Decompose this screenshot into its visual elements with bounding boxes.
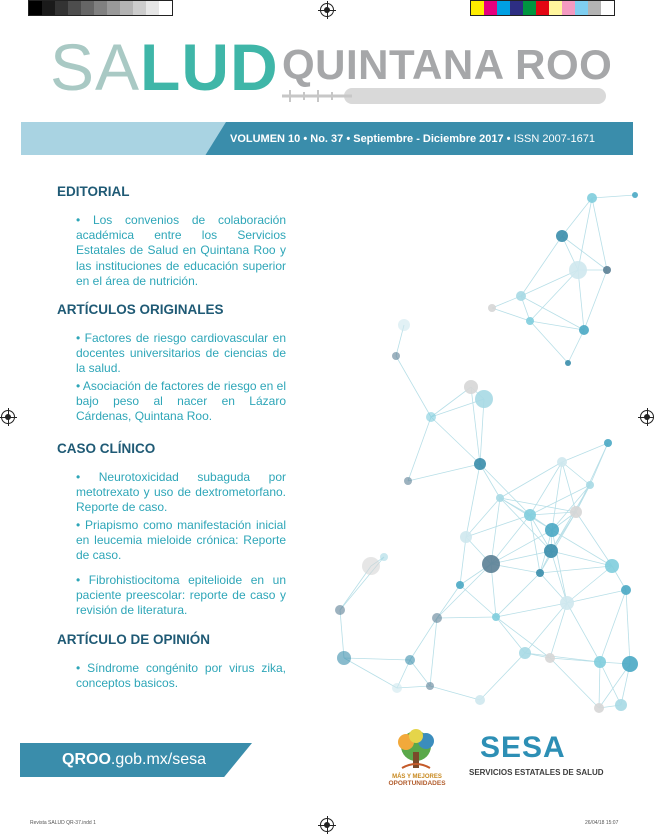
network-line (496, 573, 540, 617)
network-node (587, 193, 597, 203)
network-node (404, 477, 412, 485)
network-line (480, 464, 530, 515)
network-node (380, 553, 388, 561)
network-line (576, 512, 612, 566)
url-rest: .gob.mx/sesa (110, 751, 207, 768)
network-line (567, 566, 612, 603)
network-node (335, 605, 345, 615)
network-line (496, 617, 525, 653)
network-node (475, 695, 485, 705)
network-node (426, 412, 436, 422)
network-line (599, 662, 600, 708)
thermometer-graphic (282, 86, 606, 106)
article-item: • Síndrome congénito por virus zika, conceptos basicos. (76, 661, 286, 691)
network-line (540, 512, 576, 573)
website-url (62, 752, 206, 768)
network-line (600, 590, 626, 662)
network-line (431, 417, 480, 464)
network-line (466, 464, 480, 537)
network-node (526, 317, 534, 325)
slug-filename: Revista SALUD QR-37.indd 1 (30, 820, 96, 826)
issn-text: ISSN 2007-1671 (513, 133, 595, 145)
network-line (492, 308, 530, 321)
network-node (516, 291, 526, 301)
section-heading-articulos: ARTÍCULOS ORIGINALES (57, 302, 224, 317)
network-line (592, 195, 635, 198)
network-line (344, 658, 397, 688)
network-node (605, 559, 619, 573)
section-heading-opinion: ARTÍCULO DE OPINIÓN (57, 632, 211, 647)
masthead-salud-bold: LUD (140, 30, 279, 104)
article-item: • Los convenios de colaboración académica entre los Servicios Estatales de Salud en Quintana Roo y las instituciones de educación superior en el área de nutrición. (76, 213, 286, 288)
network-node (594, 703, 604, 713)
network-node (488, 304, 496, 312)
network-line (408, 464, 480, 481)
network-node (565, 360, 571, 366)
article-item: • Factores de riesgo cardiovascular en docentes universitarios de ciencias de la salud. (76, 331, 286, 376)
network-line (530, 512, 576, 515)
section-heading-caso-clinico: CASO CLÍNICO (57, 441, 156, 456)
network-line (396, 356, 431, 417)
network-line (551, 551, 612, 566)
network-node (621, 585, 631, 595)
network-line (551, 551, 567, 603)
network-line (500, 462, 562, 498)
network-line (600, 662, 621, 705)
network-line (562, 198, 592, 236)
volume-banner-accent (21, 122, 226, 155)
network-node (604, 439, 612, 447)
registration-mark-top (320, 3, 334, 17)
network-node (615, 699, 627, 711)
network-line (592, 198, 607, 270)
network-node (456, 581, 464, 589)
slogan-line2: OPORTUNIDADES (388, 780, 446, 787)
network-node (405, 655, 415, 665)
network-line (550, 603, 567, 658)
network-node (464, 380, 478, 394)
network-line (550, 658, 599, 708)
network-node (337, 651, 351, 665)
registration-mark-left (1, 410, 15, 424)
network-node (432, 613, 442, 623)
network-node (392, 352, 400, 360)
article-item: • Fibrohistiocitoma epitelioide en un paciente preescolar: reporte de caso y revisión de literatura. (76, 573, 286, 618)
article-item: • Asociación de factores de riesgo en el bajo peso al nacer en Lázaro Cárdenas, Quintana Roo. (76, 379, 286, 424)
network-line (460, 585, 496, 617)
grayscale-bar (28, 0, 173, 16)
network-line (578, 270, 584, 330)
network-line (578, 198, 592, 270)
network-line (567, 603, 600, 662)
section-heading-editorial: EDITORIAL (57, 184, 130, 199)
tree-logo-icon (392, 728, 440, 772)
network-line (437, 564, 491, 618)
network-node (524, 509, 536, 521)
network-node (570, 506, 582, 518)
volume-text: VOLUMEN 10 • No. 37 • Septiembre - Diciembre 2017 • (230, 133, 511, 145)
network-node (603, 266, 611, 274)
network-line (562, 462, 590, 485)
sesa-subtitle: SERVICIOS ESTATALES DE SALUD (469, 768, 604, 777)
network-line (344, 658, 410, 660)
slug-date: 26/04/18 15:07 (585, 820, 619, 826)
article-item: • Neurotoxicidad subaguda por metotrexato y uso de dextrometorfano. Reporte de caso. (76, 470, 286, 515)
network-line (568, 330, 584, 363)
network-line (437, 617, 496, 618)
network-line (552, 530, 567, 603)
network-node (557, 457, 567, 467)
network-node (544, 544, 558, 558)
network-line (491, 530, 552, 564)
network-node (632, 192, 638, 198)
color-bar (470, 0, 615, 16)
network-node (586, 481, 594, 489)
network-line (496, 603, 567, 617)
slogan-line1: MÁS Y MEJORES (392, 774, 442, 780)
network-line (340, 610, 344, 658)
network-line (430, 618, 437, 686)
network-node (519, 647, 531, 659)
network-line (540, 566, 612, 573)
masthead-region: QUINTANA ROO (282, 41, 613, 88)
network-node (556, 230, 568, 242)
network-line (460, 537, 466, 585)
network-line (530, 270, 578, 321)
network-node (569, 261, 587, 279)
article-item: • Priapismo como manifestación inicial en leucemia mieloide crónica: Reporte de caso. (76, 518, 286, 563)
network-line (525, 603, 567, 653)
network-line (552, 530, 612, 566)
network-line (530, 321, 568, 363)
masthead-salud (50, 30, 279, 104)
network-node (594, 656, 606, 668)
network-node (560, 596, 574, 610)
registration-mark-bottom (320, 818, 334, 832)
network-node (475, 390, 493, 408)
network-node (492, 613, 500, 621)
network-node (426, 682, 434, 690)
network-line (480, 399, 484, 464)
network-line (525, 653, 600, 662)
network-line (567, 590, 626, 603)
network-node (536, 569, 544, 577)
network-node (545, 523, 559, 537)
network-line (437, 585, 460, 618)
network-line (480, 653, 525, 700)
registration-mark-right (640, 410, 654, 424)
network-node (474, 458, 486, 470)
network-node (622, 656, 638, 672)
network-line (584, 270, 607, 330)
url-bold: QROO (62, 751, 111, 768)
network-node (482, 555, 500, 573)
network-graphic (300, 180, 640, 720)
volume-info (230, 134, 595, 145)
network-line (626, 590, 630, 664)
network-node (545, 653, 555, 663)
masthead-salud-light: SA (50, 30, 141, 104)
network-line (431, 387, 471, 417)
network-line (430, 686, 480, 700)
network-node (362, 557, 380, 575)
sesa-logo: SESA (480, 731, 566, 764)
network-node (460, 531, 472, 543)
network-node (496, 494, 504, 502)
network-node (579, 325, 589, 335)
network-node (398, 319, 410, 331)
network-line (408, 417, 431, 481)
network-node (392, 683, 402, 693)
